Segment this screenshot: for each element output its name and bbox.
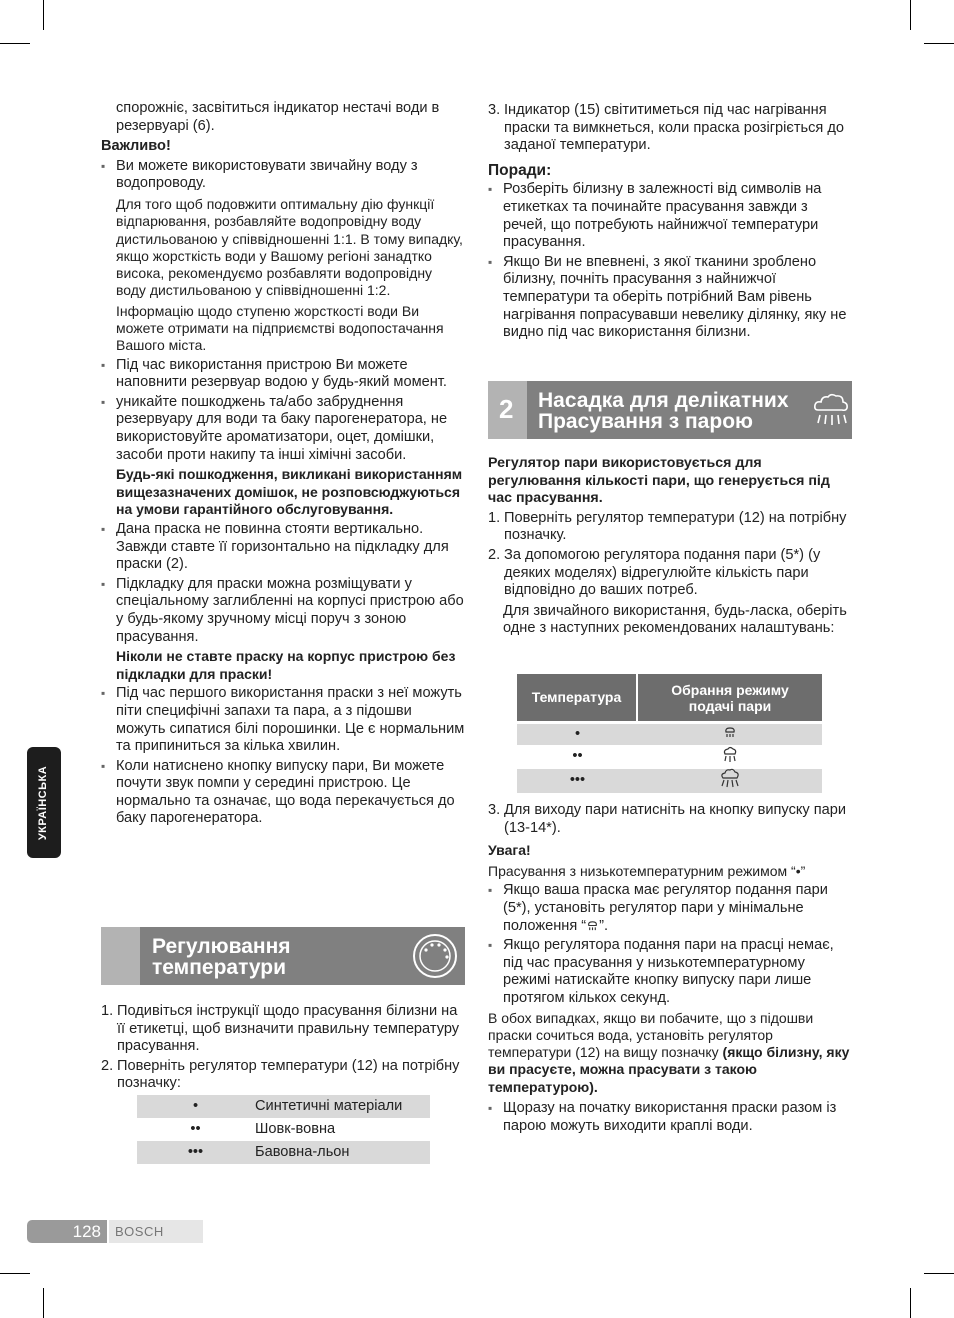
crop-mark: [43, 1288, 44, 1318]
table-row: [517, 769, 822, 793]
section-title: Регулювання температури: [152, 935, 291, 979]
right-column-top: [488, 100, 852, 342]
page-number: 128: [27, 1220, 107, 1243]
header-temperature: Температура: [517, 674, 636, 721]
warning-heading: Увага!: [488, 842, 531, 859]
list-item: ▪ Якщо Ви не впевнені, з якої тканини зроблено білизну, почніть прасування з найнижчої температури та оберіть потрібний Вам рівень нагрівання попрасувавши невелику ділянку, яку не видно під час використання білизни.: [488, 254, 852, 342]
paragraph: Для звичайного використання, будь-ласка, оберіть одне з наступних рекомендованих налаштувань:: [503, 602, 847, 637]
dots-cell: •••: [187, 1143, 204, 1160]
section-header-steam: [488, 381, 852, 439]
section-number-box: [488, 381, 527, 439]
footer: [27, 1220, 203, 1243]
table-row: [137, 1141, 430, 1164]
list-item: ▪ Підкладку для праски можна розміщувати у спеціальному заглибленні на корпусі пристрою або у будь-якому зручному місці поруч з зоною прасування.: [101, 576, 465, 646]
step-item: 2. Поверніть регулятор температури (12) на потрібну позначку:: [101, 1057, 460, 1092]
dots-cell: •••: [569, 772, 586, 789]
crop-mark: [910, 1288, 911, 1318]
list-item: ▪ Якщо регулятора подання пари на прасці немає, під час прасування у низькотемпературному режимі натискайте кнопку випуску пари лише протягом кількох секунд.: [488, 937, 852, 1007]
table-row: [517, 724, 822, 745]
dots-cell: ••: [190, 1120, 201, 1137]
table-header: [517, 674, 822, 721]
list-item: ▪ Коли натиснено кнопку випуску пари, Ви можете почути звук помпи у середині пристрою. Це нормально та означає, що вода перекачується до баку парогенератора.: [101, 758, 465, 828]
steam-high-icon: [638, 768, 822, 794]
list-item: ▪ Щоразу на початку використання праски разом із парою можуть виходити краплі води.: [488, 1100, 852, 1135]
tips-heading: Поради:: [488, 161, 552, 179]
step-item: 1. Поверніть регулятор температури (12) на потрібну позначку.: [488, 509, 847, 544]
step-item: 3. Для виходу пари натисніть на кнопку випуску пари (13-14*).: [488, 802, 847, 836]
temperature-dial-icon: [412, 933, 458, 979]
list-item: ▪ Дана праска не повинна стояти вертикально. Завжди ставте її горизонтально на підкладку для праски (2).: [101, 521, 465, 574]
step-item: 1. Подивіться інструкції щодо прасування білизни на її етикетці, щоб визначити правильну температуру прасування.: [101, 1003, 460, 1055]
header-steam-mode: Обрання режиму подачі пари: [638, 674, 822, 721]
list-item: ▪ Під час першого використання праски з неї можуть піти специфічні запахи та пара, а з підошви можуть сипатися білі порошинки. Це є нормальним та припиниться за кілька хвилин.: [101, 685, 465, 755]
paragraph: Прасування з низькотемпературним режимом “•”: [488, 862, 806, 879]
crop-mark: [924, 1273, 954, 1274]
crop-mark: [43, 0, 44, 30]
right-column-bottom: [488, 455, 852, 638]
list-item: ▪ Ви можете використовувати звичайну воду з водопроводу.: [101, 158, 465, 193]
fabric-cell: Бавовна-льон: [255, 1143, 350, 1160]
right-column-bottom-2: [488, 800, 852, 1135]
section-number: 2: [499, 394, 514, 424]
crop-mark: [924, 43, 954, 44]
dots-cell: •: [192, 1097, 199, 1114]
list-item: ▪ Якщо ваша праска має регулятор подання пари (5*), установіть регулятор пари у мінімальне положення “ ”.: [488, 882, 852, 935]
paragraph: Для того щоб подовжити оптимальну дію функції відпарювання, розбавляйте водопровідну воду дистильованою у співвідношенні 1:1. В тому випадку, якщо жорсткість води у Вашому регіоні занадтко висока, рекомендуємо розбавляти водопровідну воду дистильованою у співвідношенні 1:2.: [116, 195, 463, 299]
table-row: [137, 1095, 430, 1118]
steam-mid-icon: [638, 746, 822, 769]
steam-low-icon: [638, 725, 822, 745]
temperature-steps: [101, 1001, 465, 1093]
warning-text: Будь-які пошкодження, викликані використанням вищезазначених домішок, не розповсюджуються на умови гарантійного обслуговування.: [116, 466, 463, 518]
list-item: ▪ Розберіть білизну в залежності від символів на етикетках та починайте прасування завжди з речей, що потребують найнижчої температури прасування.: [488, 181, 852, 251]
paragraph: спорожніє, засвітиться індикатор нестачі води в резервуарі (6).: [116, 100, 440, 134]
paragraph: Інформацію щодо ступеню жорсткості води Ви можете отримати на підприємстві водопостачання Вашого міста.: [116, 302, 444, 354]
section-header-temperature: [101, 927, 465, 985]
list-item: ▪ Під час використання пристрою Ви можете наповнити резервуар водою у будь-який момент.: [101, 357, 465, 392]
brand-label: BOSCH: [109, 1220, 203, 1243]
important-heading: Важливо!: [101, 138, 171, 155]
steam-iron-icon: [812, 390, 850, 430]
warning-text: Ніколи не ставте праску на корпус пристрою без підкладки для праски!: [116, 648, 456, 682]
dots-cell: ••: [572, 748, 583, 765]
steam-low-icon: [586, 919, 599, 932]
paragraph: В обох випадках, якщо ви побачите, що з підошви праски сочиться вода, установіть регулятор температури (12) на вищу позначку (якщо білизну, яку ви прасуєте, можна прасувати з такою температурою).: [488, 1009, 850, 1095]
intro-text: Регулятор пари використовується для регулювання кількості пари, що генерується під час прасування.: [488, 455, 830, 507]
language-tab: [27, 747, 61, 858]
crop-mark: [910, 0, 911, 30]
dots-cell: •: [574, 725, 581, 742]
table-row: [517, 745, 822, 769]
language-tab-label: УКРАЇНСЬКА: [37, 765, 50, 840]
step-item: 2. За допомогою регулятора подання пари (5*) (у деяких моделях) відрегулюйте кількість пари відповідно до ваших потреб.: [488, 546, 821, 599]
steam-table: [517, 674, 822, 793]
fabric-cell: Синтетичні матеріали: [255, 1097, 403, 1114]
left-column: [101, 100, 465, 828]
table-row: [137, 1118, 430, 1141]
crop-mark: [0, 43, 30, 44]
step-item: 3. Індикатор (15) світитиметься під час нагрівання праски та вимкнеться, коли праска розігріється до заданої температури.: [488, 102, 845, 154]
temperature-table: [137, 1095, 430, 1164]
section-title: Насадка для делікатних Прасування з парою: [538, 389, 789, 433]
section-number-box: [101, 927, 140, 985]
fabric-cell: Шовк-вовна: [255, 1120, 336, 1137]
crop-mark: [0, 1273, 30, 1274]
list-item: ▪ уникайте пошкоджень та/або забруднення резервуару для води та баку парогенератора, не використовуйте ароматизатори, оцет, домішки, засоби проти накипу та інші хімічні засоби.: [101, 394, 465, 464]
